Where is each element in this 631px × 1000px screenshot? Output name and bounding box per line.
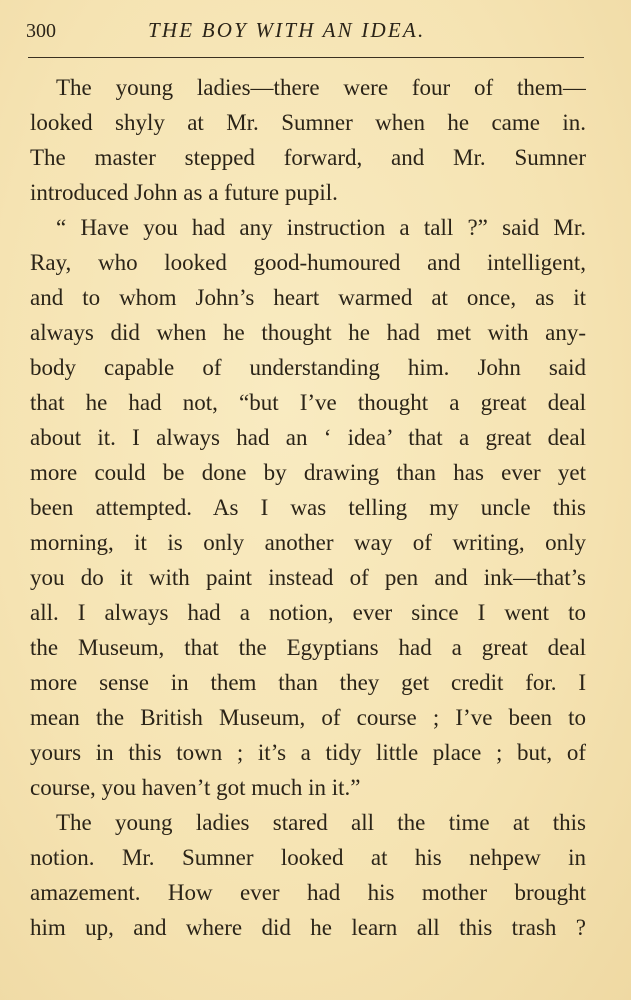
text-line: all. I always had a notion, ever since I went to — [30, 600, 586, 625]
text-line: introduced John as a future pupil. — [30, 180, 338, 205]
text-line: that he had not, “but I’ve thought a great deal — [30, 390, 586, 415]
text-line: the Museum, that the Egyptians had a great deal — [30, 635, 586, 660]
text-line: The young ladies stared all the time at this — [56, 810, 586, 835]
text-line: you do it with paint instead of pen and ink—that’s — [30, 565, 586, 590]
text-line: notion. Mr. Sumner looked at his nehpew in — [30, 845, 586, 870]
text-line: morning, it is only another way of writing, only — [30, 530, 586, 555]
text-line: mean the British Museum, of course ; I’ve been to — [30, 705, 586, 730]
text-line: more could be done by drawing than has ever yet — [30, 460, 586, 485]
page-header — [0, 0, 631, 60]
header-rule — [28, 57, 584, 58]
text-line: The young ladies—there were four of them— — [56, 75, 586, 100]
text-line: body capable of understanding him. John said — [30, 355, 586, 380]
text-line: about it. I always had an ‘ idea’ that a great deal — [30, 425, 586, 450]
text-line: more sense in them than they get credit for. I — [30, 670, 586, 695]
text-line: course, you haven’t got much in it.” — [30, 775, 361, 800]
text-line: always did when he thought he had met with any- — [30, 320, 586, 345]
text-line: him up, and where did he learn all this trash ? — [30, 915, 586, 940]
text-line: looked shyly at Mr. Sumner when he came in. — [30, 110, 586, 135]
text-line: and to whom John’s heart warmed at once, as it — [30, 285, 586, 310]
text-line: been attempted. As I was telling my uncle this — [30, 495, 586, 520]
text-line: amazement. How ever had his mother brought — [30, 880, 586, 905]
body-text — [30, 70, 586, 945]
text-line: yours in this town ; it’s a tidy little place ; but, of — [30, 740, 586, 765]
running-head: THE BOY WITH AN IDEA. — [148, 18, 426, 42]
page-number: 300 — [26, 20, 56, 42]
text-line: Ray, who looked good-humoured and intelligent, — [30, 250, 586, 275]
text-line: “ Have you had any instruction a tall ?” said Mr. — [56, 215, 586, 240]
text-line: The master stepped forward, and Mr. Sumner — [30, 145, 586, 170]
